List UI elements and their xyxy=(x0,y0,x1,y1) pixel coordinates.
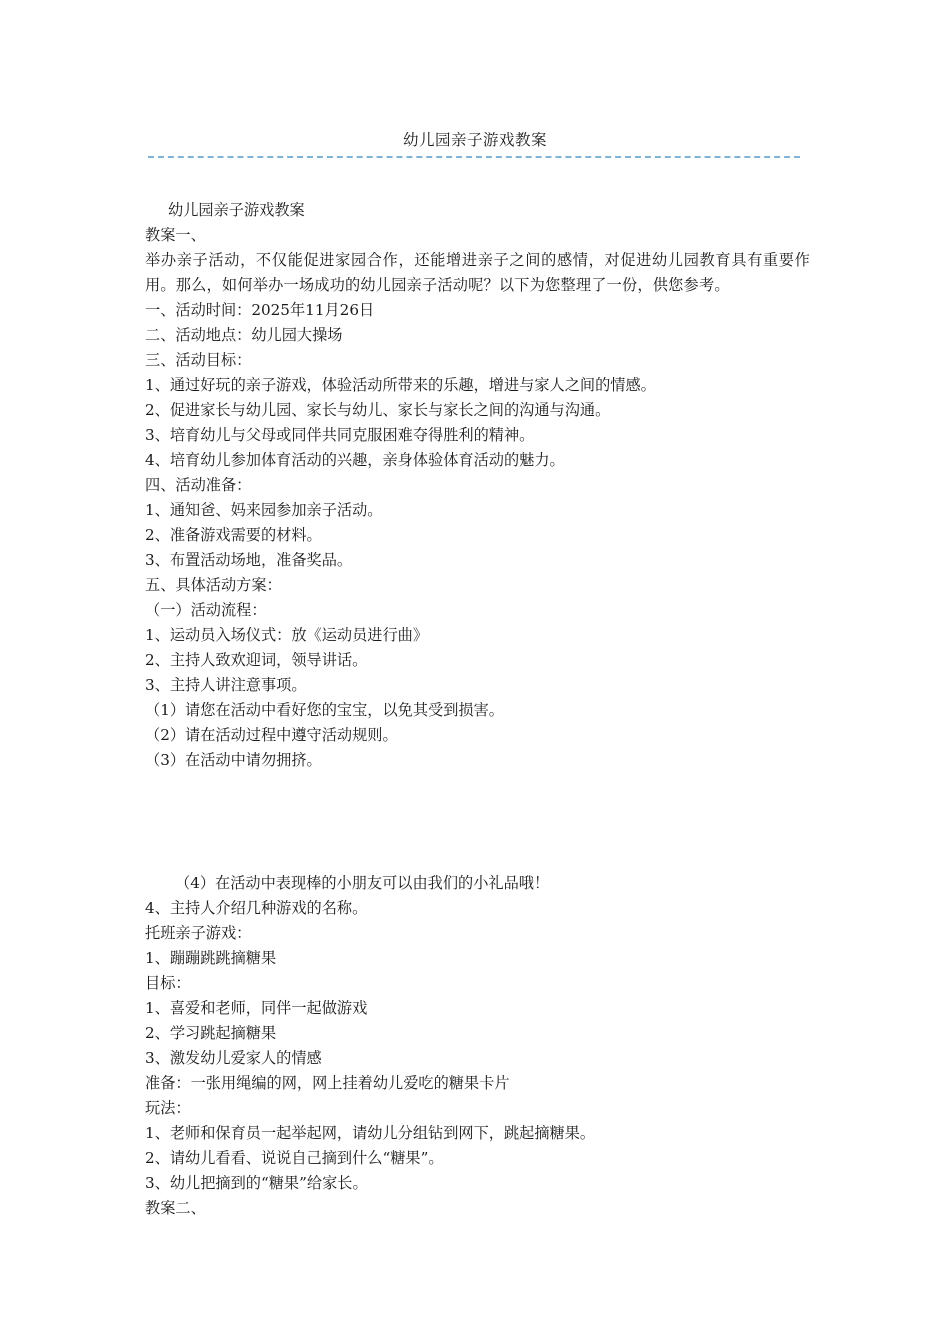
plan-one-label: 教案一、 xyxy=(145,226,206,244)
page-header-title: 幼儿园亲子游戏教案 xyxy=(402,131,547,149)
materials-line: 准备：一张用绳编的网，网上挂着幼儿爱吃的糖果卡片 xyxy=(145,1074,510,1092)
flow-item: 3、主持人讲注意事项。 xyxy=(145,676,307,694)
note-item: （2）请在活动过程中遵守活动规则。 xyxy=(145,726,398,744)
note-item: （1）请您在活动中看好您的宝宝，以免其受到损害。 xyxy=(145,701,504,719)
howto-item: 1、老师和保育员一起举起网，请幼儿分组钻到网下，跳起摘糖果。 xyxy=(145,1124,596,1142)
goal-item: 1、通过好玩的亲子游戏，体验活动所带来的乐趣，增进与家人之间的情感。 xyxy=(145,376,656,394)
class-heading: 托班亲子游戏： xyxy=(145,924,252,942)
objective-item: 1、喜爱和老师，同伴一起做游戏 xyxy=(145,999,368,1017)
goal-item: 3、培育幼儿与父母或同伴共同克服困难夺得胜利的精神。 xyxy=(145,426,535,444)
activity-place: 二、活动地点：幼儿园大操场 xyxy=(145,326,343,344)
flow-heading: （一）活动流程： xyxy=(145,601,267,619)
plan-two-label: 教案二、 xyxy=(145,1199,206,1217)
flow-item: 2、主持人致欢迎词，领导讲话。 xyxy=(145,651,368,669)
prep-item: 1、通知爸、妈来园参加亲子活动。 xyxy=(145,501,383,519)
objective-item: 3、激发幼儿爱家人的情感 xyxy=(145,1049,322,1067)
prep-heading: 四、活动准备： xyxy=(145,476,252,494)
note-item: （3）在活动中请勿拥挤。 xyxy=(145,751,322,769)
prep-item: 2、准备游戏需要的材料。 xyxy=(145,526,322,544)
flow-item: 1、运动员入场仪式：放《运动员进行曲》 xyxy=(145,626,429,644)
flow-item: 4、主持人介绍几种游戏的名称。 xyxy=(145,899,368,917)
goals-heading: 三、活动目标： xyxy=(145,351,252,369)
prep-item: 3、布置活动场地，准备奖品。 xyxy=(145,551,353,569)
content-section-1 xyxy=(145,198,810,773)
game-name: 1、蹦蹦跳跳摘糖果 xyxy=(145,949,277,967)
document-title: 幼儿园亲子游戏教案 xyxy=(168,201,305,219)
howto-item: 2、请幼儿看看、说说自己摘到什么“糖果”。 xyxy=(145,1149,444,1167)
goal-item: 4、培育幼儿参加体育活动的兴趣，亲身体验体育活动的魅力。 xyxy=(145,451,565,469)
activity-time: 一、活动时间：2025年11月26日 xyxy=(145,301,375,319)
howto-heading: 玩法： xyxy=(145,1099,191,1117)
howto-item: 3、幼儿把摘到的“糖果”给家长。 xyxy=(145,1174,368,1192)
plan-heading: 五、具体活动方案： xyxy=(145,576,282,594)
header-divider xyxy=(148,156,800,158)
note-item: （4）在活动中表现棒的小朋友可以由我们的小礼品哦！ xyxy=(175,874,550,892)
goal-item: 2、促进家长与幼儿园、家长与幼儿、家长与家长之间的沟通与沟通。 xyxy=(145,401,611,419)
objective-item: 2、学习跳起摘糖果 xyxy=(145,1024,277,1042)
intro-paragraph: 举办亲子活动，不仅能促进家园合作，还能增进亲子之间的感情，对促进幼儿园教育具有重要作用。那么，如何举办一场成功的幼儿园亲子活动呢？以下为您整理了一份，供您参考。 xyxy=(145,251,810,294)
objective-heading: 目标： xyxy=(145,974,191,992)
content-section-2 xyxy=(145,871,810,1221)
